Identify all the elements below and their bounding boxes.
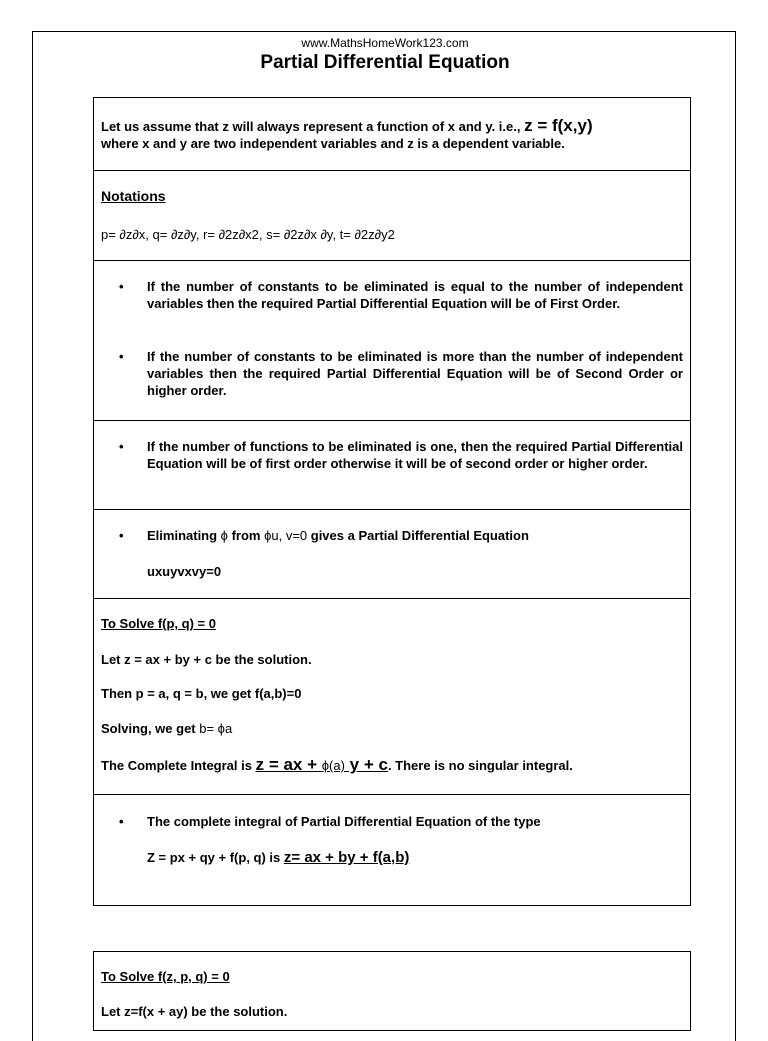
content-box-2 (93, 951, 691, 1031)
notations-text: p= ∂z∂x, q= ∂z∂y, r= ∂2z∂x2, s= ∂2z∂x ∂y, t= ∂2z∂y2 (101, 227, 395, 242)
solve-fpq-heading: To Solve f(p, q) = 0 (101, 616, 216, 631)
site-url: www.MathsHomeWork123.com (301, 36, 469, 50)
eliminating-section (94, 510, 690, 599)
phi-symbol: ϕ (220, 528, 228, 543)
constants-bullet-1: If the number of constants to be eliminated is equal to the number of independent variables then the required Partial Differential Equation will be of First Order. (147, 279, 683, 311)
clairaut-equation-result: z= ax + by + f(a,b) (283, 849, 410, 866)
complete-integral-part-2: y + c (344, 755, 388, 774)
complete-integral-tail: . There is no singular integral. (387, 758, 573, 773)
intro-line-2: where x and y are two independent variables and z is a dependent variable. (101, 136, 565, 151)
eliminating-lead: Eliminating (147, 528, 221, 543)
solve-fzpq-line-1: Let z=f(x + ay) be the solution. (101, 1004, 288, 1019)
functions-bullet: If the number of functions to be eliminated is one, then the required Partial Differential Equation will be of first order otherwise it will be of second order or higher order. (147, 439, 683, 471)
bullet-icon: • (119, 814, 124, 829)
page-title: Partial Differential Equation (260, 52, 510, 73)
intro-section (94, 98, 690, 171)
clairaut-bullet: The complete integral of Partial Differential Equation of the type (147, 814, 541, 829)
complete-integral-lead: The Complete Integral is (101, 758, 256, 773)
clairaut-equation-lead: Z = px + qy + f(p, q) is (147, 850, 284, 865)
clairaut-section (94, 795, 690, 905)
eliminating-result: uxuyvxvy=0 (147, 564, 222, 579)
intro-text: Let us assume that z will always represent a function of x and y. i.e., (101, 119, 525, 134)
solve-fpq-line-1: Let z = ax + by + c be the solution. (101, 652, 312, 667)
eliminating-line (147, 527, 683, 544)
constants-bullet-2: If the number of constants to be eliminated is more than the number of independent variables then the required Partial Differential Equation will be of Second Order or higher order. (147, 349, 683, 398)
content-box (93, 97, 691, 906)
eliminating-expr: ϕu, v=0 (264, 528, 308, 543)
notations-heading: Notations (101, 188, 166, 204)
bullet-icon: • (119, 528, 124, 543)
bullet-icon: • (119, 349, 124, 364)
complete-integral-phi: ϕ(a) (321, 758, 345, 773)
complete-integral-part-1: z = ax + (255, 755, 322, 774)
bullet-icon: • (119, 279, 124, 294)
functions-section (94, 421, 690, 510)
solve-fpq-line-2: Then p = a, q = b, we get f(a,b)=0 (101, 686, 302, 701)
solve-fpq-line-3 (101, 720, 683, 737)
solve-fpq-line-4 (101, 756, 683, 774)
notations-section (94, 171, 690, 261)
eliminating-from: from (227, 528, 265, 543)
intro-line-1 (101, 117, 683, 135)
solve-fpq-line-3-lead: Solving, we get (101, 721, 200, 736)
solve-fpq-line-3-expr: b= ϕa (199, 721, 233, 736)
solve-fpq-section (94, 599, 690, 795)
clairaut-equation (147, 849, 683, 866)
bullet-icon: • (119, 439, 124, 454)
constants-section (94, 261, 690, 421)
solve-fzpq-heading: To Solve f(z, p, q) = 0 (101, 969, 230, 984)
eliminating-tail: gives a Partial Differential Equation (307, 528, 529, 543)
intro-formula: z = f(x,y) (524, 116, 593, 135)
